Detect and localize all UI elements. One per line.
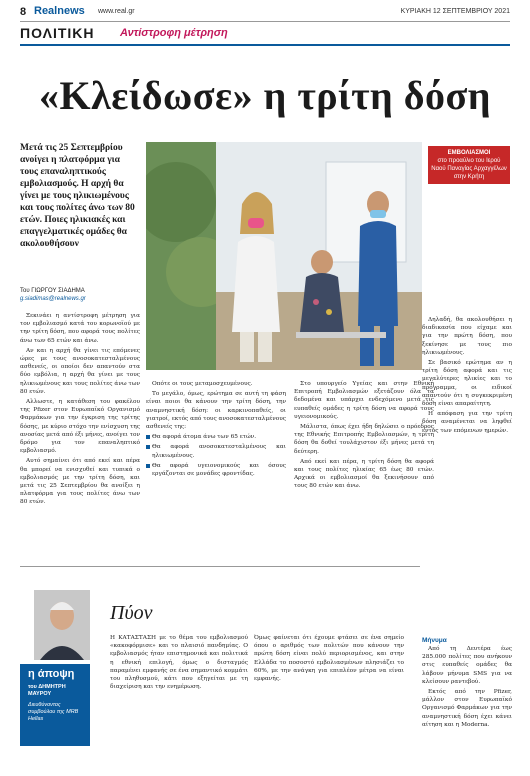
opinion-divider — [20, 566, 420, 567]
author-email[interactable]: g.siadimas@realnews.gr — [20, 296, 86, 302]
paragraph: Εκτός από την Pfizer, μάλλον στον Ευρωπαϊκό Οργανισμό Φαρμάκων για την αναμνηστική δόση έχει κάνει αίτηση και η Moderna. — [422, 689, 512, 728]
paragraph: Μάλιστα, όπως έχει ήδη δηλώσει ο πρόεδρος της Εθνικής Επιτροπής Εμβολιασμών, η τρίτη δόση θα δοθεί τουλάχιστον έξι μήνες μετά τη δεύτερη. — [294, 424, 434, 455]
paragraph: Αλλωστε, η κατάθεση του φακέλου της Pfizer στον Ευρωπαϊκό Οργανισμό Φαρμάκων για την έγκριση της τρίτης δόσης, με κύριο στόχο την ενίσχυση της ανοσίας μετά από έξι μήνες, ανοίγει τον δρόμο για τον επαναληπτικό εμβολιασμό. — [20, 399, 140, 455]
paragraph: Αυτό σημαίνει ότι από εκεί και πέρα θα μπορεί να ενισχυθεί και τυπικά ο εμβολιασμός με την τρίτη δόση, και μετά τις 25 Σεπτεμβρίου θα ανοίξει η πλατφόρμα για τους πολίτες άνω των 80 ετών. — [20, 458, 140, 506]
caption-text: στο προαύλιο του Ιερού Ναού Παναγίας Αρχαγγέλων στην Κρήτη — [431, 158, 507, 180]
article-column-3 — [294, 380, 434, 493]
brand-logo: Realnews — [34, 5, 85, 17]
list-item — [146, 462, 286, 478]
bullet-square-icon — [146, 464, 150, 468]
subhead: Μήνυμα — [422, 637, 447, 644]
header-divider — [20, 21, 510, 22]
article-column-4 — [422, 316, 512, 437]
paragraph: Σε βασικό ερώτημα αν η τρίτη δόση αφορά και τις μεγαλύτερες ηλικίες και το πρόγραμμα, οι ειδικοί απαντούν ότι η συγκεκριμένη δόση είναι απαραίτητη. — [422, 360, 512, 408]
caption-label: ΕΜΒΟΛΙΑΣΜΟΙ — [447, 150, 491, 156]
bullet-list — [146, 433, 286, 478]
paragraph: Το μεγάλο, όμως, ερώτημα σε αυτή τη φάση είναι ποιοι θα κάνουν την τρίτη δόση, την αναμνηστική δόση: οι καρκινοπαθείς, οι γιατροί, εκτός από τους ανοσοκατεσταλμένους ασθενείς της: — [146, 391, 286, 431]
opinion-column-1: Η ΚΑΤΑΣΤΑΣΗ με το θέμα του εμβολιασμού «κακοφόρμισε» και το πλαισιό πανδημίας. Ο εμβολιασμός ήταν επιστημονικά και πολιτικά η εθνική επιλογή, όμως ο δισταγμός παραμένει εμφανής σε ένα σημαντικό κομμάτι του πληθυσμού, κάτι που εξηγείται με τη διαχείριση και την ενημέρωση. — [110, 635, 248, 691]
kicker: Αντίστροφη μέτρηση — [120, 27, 228, 39]
paragraph: Ξεκινάει η αντίστροφη μέτρηση για τον εμβολιασμό κατά του κορωνοϊού με την τρίτη δόση, που αφορά τους πολίτες άνω των 65 ετών και άνω. — [20, 313, 140, 344]
headline: «Κλείδωσε» η τρίτη δόση — [39, 73, 491, 118]
section-divider — [20, 44, 510, 46]
paragraph: Από τη Δευτέρα έως 285.000 πολίτες που ανήκουν στις ευπαθείς ομάδες θα λάβουν μήνυμα SMS για να κλείσουν ραντεβού. — [422, 646, 512, 685]
photo-caption — [428, 146, 510, 184]
section-title: ΠΟΛΙΤΙΚΗ — [20, 25, 95, 41]
opinion-column-2: Όμως φαίνεται ότι έχουμε φτάσει σε ένα σημείο όπου ο αριθμός των πολιτών που κάνουν την πρώτη δόση είναι πολύ περιορισμένος, και στην Ελλάδα το ποσοστό εμβολιασμένων πλησιάζει το 60%, με την ανάγκη για επιπλέον μέτρα να είναι εμφανής. — [254, 635, 404, 683]
brand-url: www.real.gr — [98, 8, 135, 15]
bullet-square-icon — [146, 435, 150, 439]
paragraph: Στο υπουργείο Υγείας και στην Εθνική Επιτροπή Εμβολιασμών εξετάζουν όλα τα δεδομένα και υπάρχει ενδεχόμενο μετά τις ευπαθείς ομάδες η τρίτη δόση να αφορά τους υγειονομικούς. — [294, 381, 434, 420]
bullet-text: Θα αφορά υγειονομικούς και όσους εργάζονται σε μονάδες φροντίδας. — [152, 462, 286, 478]
list-item — [146, 443, 286, 459]
article-column-4-lower — [422, 634, 512, 731]
bullet-square-icon — [146, 445, 150, 449]
paragraph: Από εκεί και πέρα, η τρίτη δόση θα αφορά και τους πολίτες ηλικίας 65 έως 80 ετών. Αρχικά οι εμβολιασμοί θα ξεκινήσουν από τους 80 ετών και άνω. — [294, 458, 434, 490]
bullet-text: Θα αφορά άτομα άνω των 65 ετών. — [152, 434, 257, 441]
opinion-title: Πύον — [110, 602, 153, 624]
standfirst: Μετά τις 25 Σεπτεμβρίου ανοίγει η πλατφόρμα για τους επαναληπτικούς εμβολιασμούς. Η αρχή θα γίνει με τους ηλικιωμένους και τους πολίτες άνω των 80 ετών. Ποιες ηλικιακές και επαγγελματικές ομάδες θα ακολουθήσουν — [20, 143, 135, 249]
page-number: 8 — [20, 6, 27, 18]
article-column-2 — [146, 380, 286, 480]
vaccination-photo — [146, 142, 422, 370]
bullet-text: Θα αφορά ανοσοκατεσταλμένους και ηλικιωμένους. — [152, 444, 286, 459]
avatar — [34, 590, 90, 660]
issue-date: ΚΥΡΙΑΚΗ 12 ΣΕΠΤΕΜΒΡΙΟΥ 2021 — [400, 8, 510, 15]
opinion-label: η άποψη — [28, 668, 75, 680]
byline: Του ΓΙΩΡΓΟΥ ΣΙΑΔΗΜΑ — [20, 288, 85, 294]
list-item — [146, 433, 286, 441]
author-prefix: του — [28, 684, 37, 690]
paragraph: Δηλαδή, θα ακολουθήσει η διαδικασία που είχαμε και για την πρώτη δόση, που ξεκίνησε με τους πιο ηλικιωμένους. — [422, 317, 512, 356]
paragraph: Αν και η αρχή θα γίνει τις επόμενες ώρες με τους ανοσοκατεσταλμένους ασθενείς, οι οποίοι δεν απαντούν στα δύο εμβόλια, η αρχή θα γίνει με τους ηλικιωμένους και τους πολίτες άνω των 80 ετών. — [20, 347, 140, 395]
opinion-author — [28, 684, 88, 698]
photo-illustration — [146, 142, 422, 370]
author-name: ΔΗΜΗΤΡΗ ΜΑΥΡΟΥ — [28, 684, 66, 697]
paragraph: Οπότε οι τους μεταμοσχευμένους. — [152, 381, 253, 387]
article-column-1 — [20, 312, 140, 509]
author-portrait — [34, 590, 90, 660]
paragraph: Η απόφαση για την τρίτη δόση αναμένεται να ληφθεί εντός των επόμενων ημερών. — [422, 411, 512, 434]
opinion-author-role: Διευθύνοντος συμβούλου της MRB Hellas — [28, 702, 79, 722]
